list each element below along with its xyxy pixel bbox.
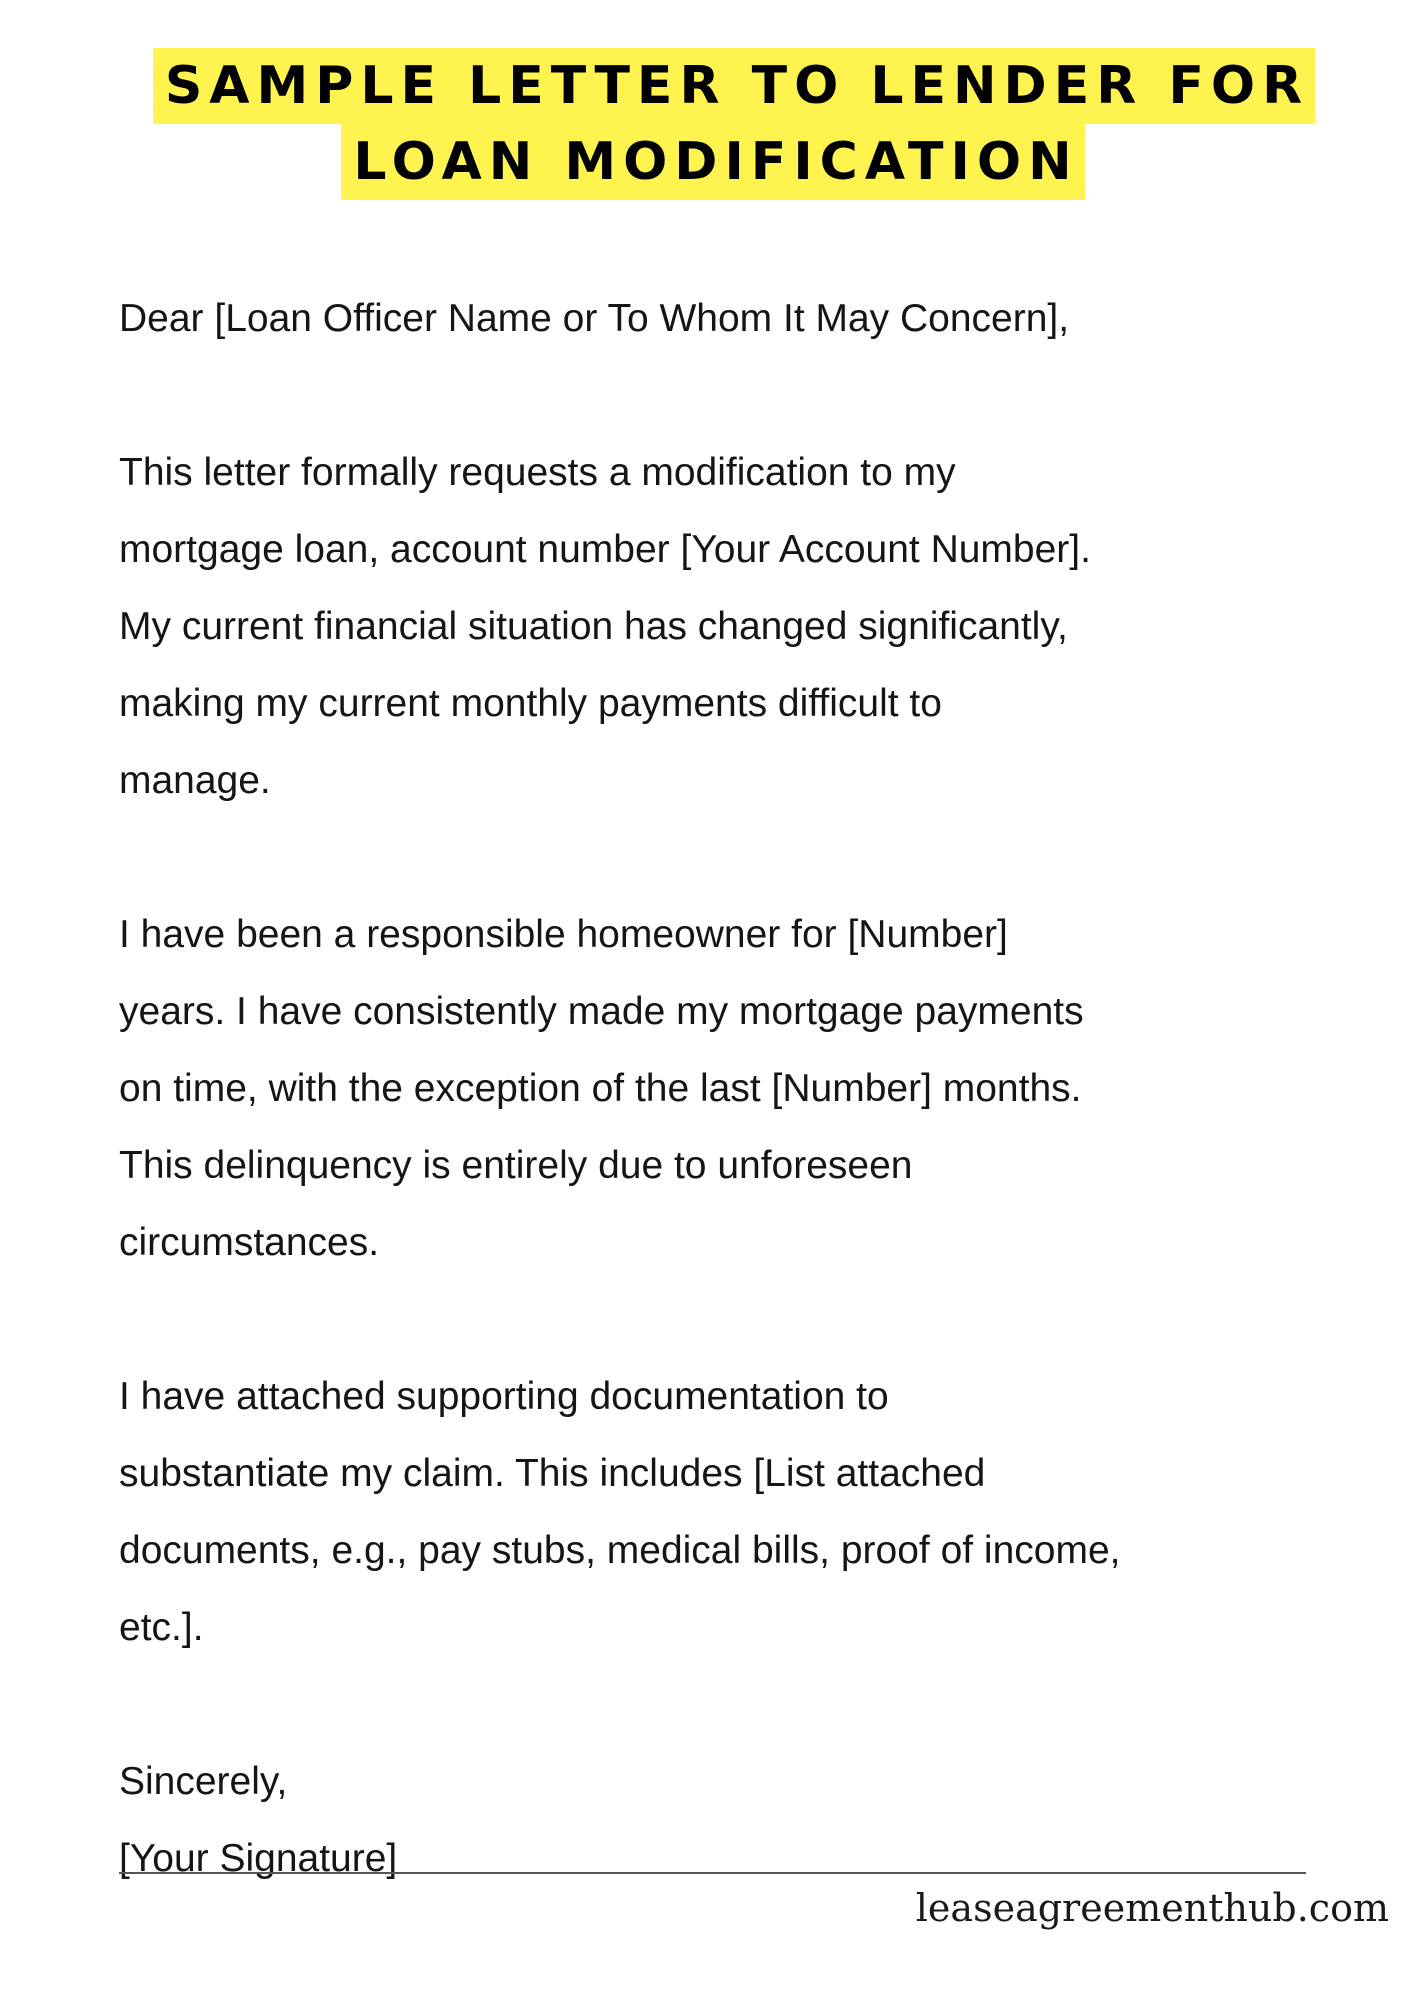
closing: Sincerely, (119, 1760, 288, 1803)
paragraph-3-line: etc.]. (119, 1606, 204, 1649)
paragraph-3-line: documents, e.g., pay stubs, medical bills, proof of income, (119, 1529, 1121, 1572)
title-line-1: SAMPLE LETTER TO LENDER FOR (153, 48, 1315, 124)
paragraph-2-line: I have been a responsible homeowner for [Number] (119, 913, 1008, 956)
paragraph-3-line: substantiate my claim. This includes [List attached (119, 1452, 986, 1495)
letter-body (119, 280, 1359, 1897)
paragraph-2-line: circumstances. (119, 1221, 380, 1264)
paragraph-1-line: manage. (119, 759, 271, 802)
paragraph-2-line: on time, with the exception of the last [Number] months. (119, 1067, 1082, 1110)
paragraph-1-line: mortgage loan, account number [Your Account Number]. (119, 528, 1091, 571)
paragraph-2-line: This delinquency is entirely due to unforeseen (119, 1144, 913, 1187)
signature-placeholder: [Your Signature] (119, 1837, 398, 1880)
paragraph-1-line: My current financial situation has changed significantly, (119, 605, 1068, 648)
footer-brand: leaseagreementhub.com (915, 1886, 1389, 1930)
paragraph-1-line: This letter formally requests a modification to my (119, 451, 956, 494)
paragraph-1 (119, 434, 1359, 819)
signature-line (119, 1872, 1306, 1874)
paragraph-1-line: making my current monthly payments difficult to (119, 682, 942, 725)
paragraph-3-line: I have attached supporting documentation to (119, 1375, 889, 1418)
paragraph-2 (119, 896, 1359, 1281)
paragraph-3 (119, 1358, 1359, 1666)
salutation: Dear [Loan Officer Name or To Whom It May Concern], (119, 297, 1070, 340)
paragraph-2-line: years. I have consistently made my mortgage payments (119, 990, 1084, 1033)
document-title (0, 48, 1414, 200)
title-line-2: LOAN MODIFICATION (341, 124, 1084, 200)
